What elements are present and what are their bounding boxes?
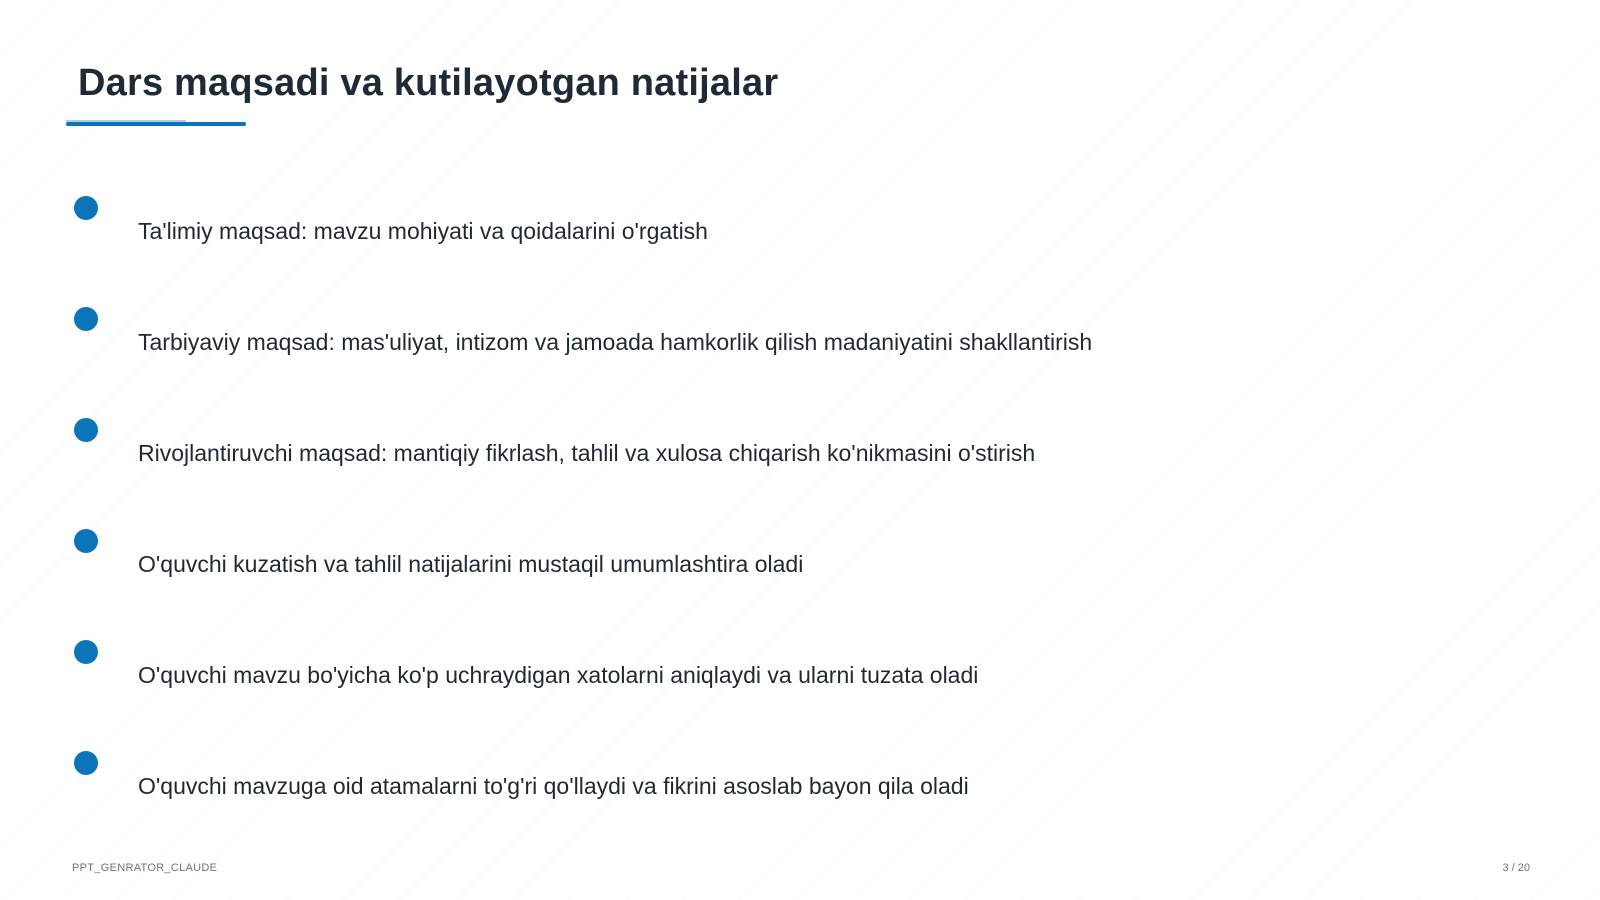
bullet-text: O'quvchi mavzu bo'yicha ko'p uchraydigan xatolarni aniqlaydi va ularni tuzata oladi (138, 662, 979, 688)
bullet-item (0, 196, 1400, 276)
bullet-item (0, 307, 1400, 387)
bullet-text: Ta'limiy maqsad: mavzu mohiyati va qoidalarini o'rgatish (138, 218, 708, 244)
bullet-dot-icon (74, 307, 98, 331)
bullet-dot-icon (74, 196, 98, 220)
bullet-dot-icon (74, 529, 98, 553)
bullet-text: Tarbiyaviy maqsad: mas'uliyat, intizom va jamoada hamkorlik qilish madaniyatini shakllantirish (138, 329, 1093, 355)
bullet-text: O'quvchi kuzatish va tahlil natijalarini mustaqil umumlashtira oladi (138, 551, 804, 577)
bullet-item (0, 751, 1400, 831)
bullet-item (0, 529, 1400, 609)
page-number: 3 / 20 (1502, 862, 1530, 874)
footer-source: PPT_GENRATOR_CLAUDE (72, 862, 218, 874)
bullet-text: O'quvchi mavzuga oid atamalarni to'g'ri qo'llaydi va fikrini asoslab bayon qila oladi (138, 773, 969, 799)
bullet-item (0, 418, 1400, 498)
bullet-dot-icon (74, 640, 98, 664)
bullet-dot-icon (74, 751, 98, 775)
slide-title: Dars maqsadi va kutilayotgan natijalar (78, 62, 779, 104)
bullet-dot-icon (74, 418, 98, 442)
bullet-text: Rivojlantiruvchi maqsad: mantiqiy fikrlash, tahlil va xulosa chiqarish ko'nikmasini o'stirish (138, 440, 1036, 466)
bullet-item (0, 640, 1400, 720)
